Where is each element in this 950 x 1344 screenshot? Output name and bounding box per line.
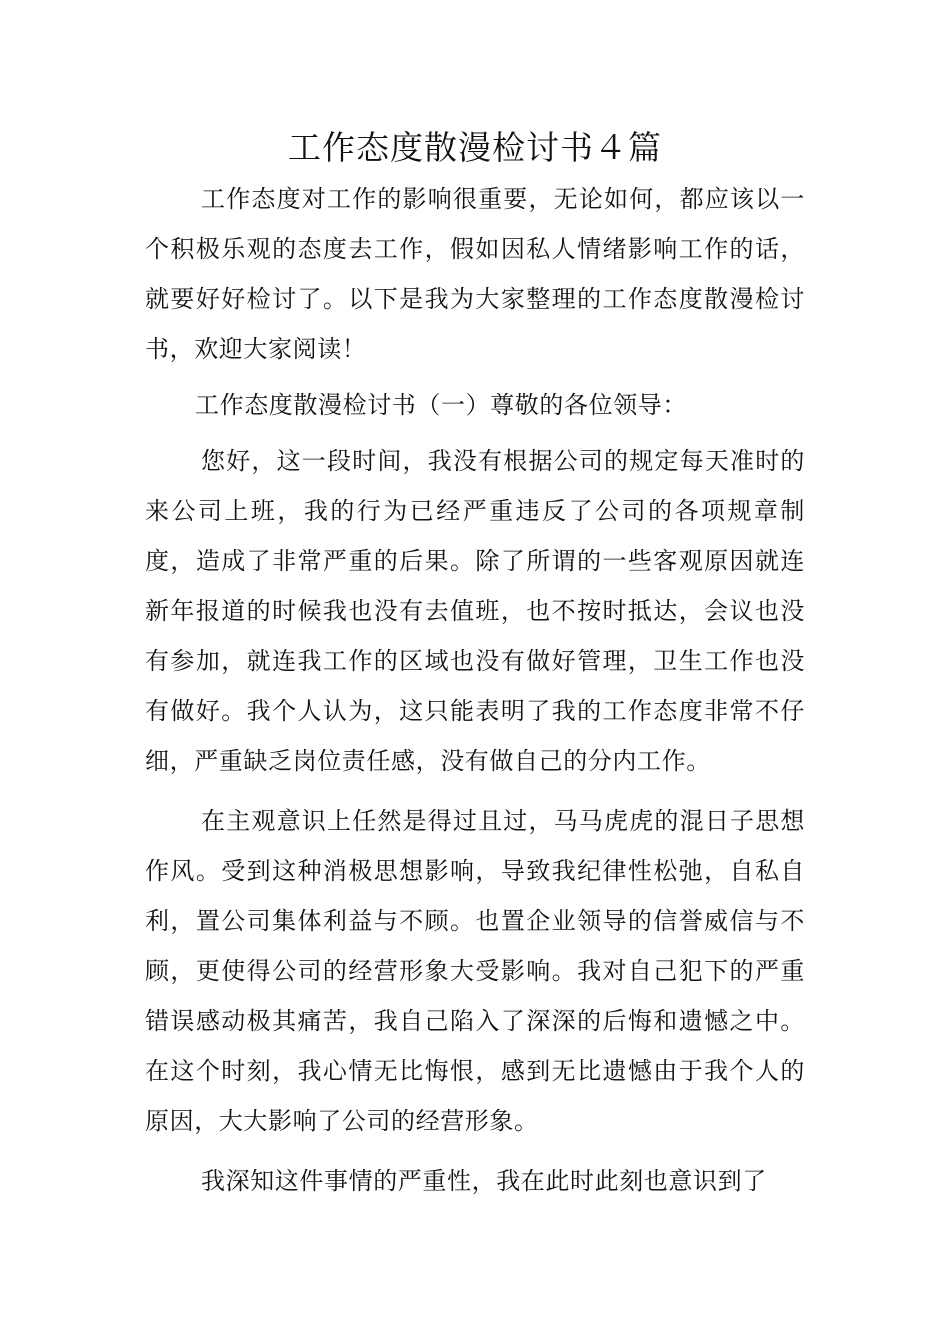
document-title: 工作态度散漫检讨书４篇 bbox=[288, 128, 662, 167]
body-paragraph: 我深知这件事情的严重性，我在此时此刻也意识到了 bbox=[201, 1167, 767, 1195]
section-heading-paragraph: 工作态度散漫检讨书（一）尊敬的各位领导： bbox=[195, 391, 687, 419]
document-body bbox=[145, 174, 805, 1206]
intro-paragraph: 工作态度对工作的影响很重要，无论如何，都应该以一个积极乐观的态度去工作，假如因私人情绪影响工作的话，就要好好检讨了。以下是我为大家整理的工作态度散漫检讨书，欢迎大家阅读！ bbox=[145, 185, 805, 363]
body-paragraph: 您好，这一段时间，我没有根据公司的规定每天准时的来公司上班，我的行为已经严重违反了公司的各项规章制度，造成了非常严重的后果。除了所谓的一些客观原因就连新年报道的时候我也没有去值班，也不按时抵达，会议也没有参加，就连我工作的区域也没有做好管理，卫生工作也没有做好。我个人认为，这只能表明了我的工作态度非常不仔细，严重缺乏岗位责任感，没有做自己的分内工作。 bbox=[145, 447, 805, 775]
body-paragraph: 在主观意识上任然是得过且过，马马虎虎的混日子思想作风。受到这种消极思想影响，导致我纪律性松弛，自私自利，置公司集体利益与不顾。也置企业领导的信誉威信与不顾，更使得公司的经营形象大受影响。我对自己犯下的严重错误感动极其痛苦，我自己陷入了深深的后悔和遗憾之中。在这个时刻，我心情无比悔恨，感到无比遗憾由于我个人的原因，大大影响了公司的经营形象。 bbox=[145, 807, 805, 1135]
